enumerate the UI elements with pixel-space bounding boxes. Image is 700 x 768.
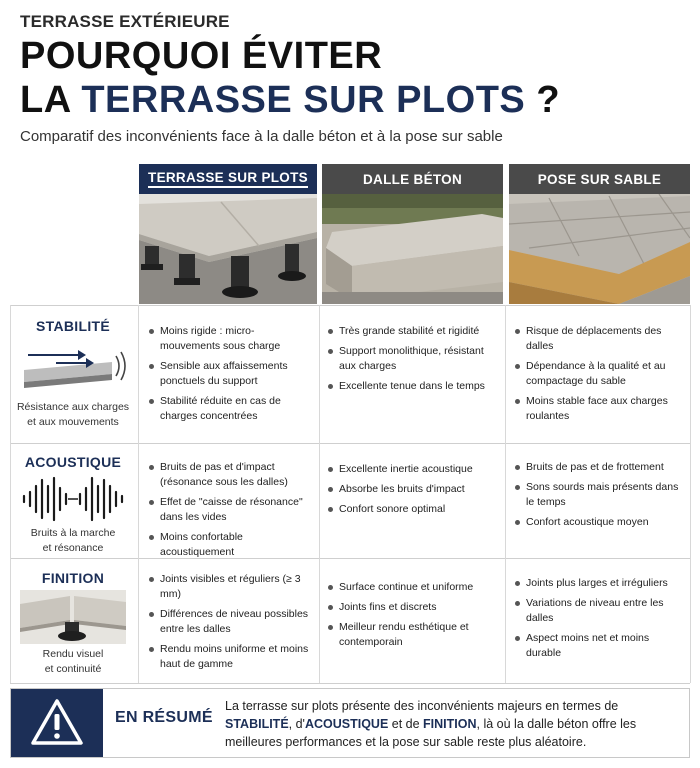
photo-dalle-beton bbox=[322, 194, 503, 304]
column-header-plots-label: TERRASSE SUR PLOTS bbox=[148, 170, 308, 188]
list-item: Confort acoustique moyen bbox=[514, 515, 684, 530]
cell-stabilite-beton bbox=[327, 324, 497, 399]
row-desc-stabilite-2: et aux mouvements bbox=[27, 416, 119, 428]
warning-icon bbox=[31, 698, 83, 746]
row-label-finition bbox=[11, 570, 135, 677]
column-divider bbox=[505, 305, 506, 683]
list-item: Excellente inertie acoustique bbox=[327, 462, 497, 477]
list-item: Confort sonore optimal bbox=[327, 502, 497, 517]
summary-text-part: La terrasse sur plots présente des inconvénients majeurs en termes de bbox=[225, 699, 619, 713]
summary-keyword-acoustique: ACOUSTIQUE bbox=[304, 717, 389, 731]
cell-finition-beton bbox=[327, 580, 497, 655]
list-item: Sensible aux affaissements ponctuels du support bbox=[148, 359, 312, 389]
list-item: Meilleur rendu esthétique et contemporain bbox=[327, 620, 497, 650]
cell-finition-sable bbox=[514, 576, 684, 666]
list-item: Moins stable face aux charges roulantes bbox=[514, 394, 684, 424]
row-desc-stabilite-1: Résistance aux charges bbox=[16, 401, 130, 413]
summary-keyword-finition: FINITION bbox=[423, 717, 477, 731]
row-label-acoustique bbox=[11, 454, 135, 556]
row-desc-finition-2: et continuité bbox=[44, 663, 102, 675]
row-title-finition: FINITION bbox=[41, 570, 105, 586]
paving-joint-icon bbox=[20, 590, 126, 644]
subtitle: Comparatif des inconvénients face à la dalle béton et à la pose sur sable bbox=[20, 128, 503, 145]
summary-text-part: et de bbox=[388, 717, 424, 731]
list-item: Excellente tenue dans le temps bbox=[327, 379, 497, 394]
title-accent: TERRASSE SUR PLOTS bbox=[81, 79, 526, 121]
title-line-1: POURQUOI ÉVITER bbox=[20, 35, 383, 77]
row-divider bbox=[10, 305, 690, 306]
list-item: Très grande stabilité et rigidité bbox=[327, 324, 497, 339]
row-desc-finition-1: Rendu visuel bbox=[42, 648, 104, 660]
summary-box bbox=[10, 688, 690, 758]
list-item: Bruits de pas et de frottement bbox=[514, 460, 684, 475]
column-header-plots bbox=[139, 164, 317, 194]
cell-finition-plots bbox=[148, 572, 312, 677]
summary-text-part: , d' bbox=[288, 717, 305, 731]
list-item: Variations de niveau entre les dalles bbox=[514, 596, 684, 626]
list-item: Bruits de pas et d'impact (résonance sous les dalles) bbox=[148, 460, 312, 490]
summary-text-part: , là où la dalle béton offre les meilleures performances et la pose sur sable reste plus aléatoire. bbox=[225, 717, 637, 749]
title-prefix: LA bbox=[20, 79, 82, 121]
row-desc-acoustique-2: et résonance bbox=[42, 542, 104, 554]
row-desc-acoustique-1: Bruits à la marche bbox=[30, 527, 116, 539]
row-title-stabilite: STABILITÉ bbox=[36, 318, 110, 334]
cell-stabilite-plots bbox=[148, 324, 312, 429]
title-line-2 bbox=[20, 80, 560, 120]
list-item: Absorbe les bruits d'impact bbox=[327, 482, 497, 497]
list-item: Différences de niveau possibles entre les dalles bbox=[148, 607, 312, 637]
list-item: Aspect moins net et moins durable bbox=[514, 631, 684, 661]
summary-label: EN RÉSUMÉ bbox=[115, 709, 213, 726]
column-divider bbox=[138, 305, 139, 683]
sound-wave-icon bbox=[18, 474, 128, 524]
list-item: Joints visibles et réguliers (≥ 3 mm) bbox=[148, 572, 312, 602]
summary-keyword-stabilite: STABILITÉ bbox=[225, 717, 289, 731]
cell-acoustique-plots bbox=[148, 460, 312, 565]
column-header-sable bbox=[509, 164, 690, 194]
list-item: Moins confortable acoustiquement bbox=[148, 530, 312, 560]
photo-pose-sable bbox=[509, 194, 690, 304]
column-divider bbox=[319, 305, 320, 683]
list-item: Effet de "caisse de résonance" dans les vides bbox=[148, 495, 312, 525]
list-item: Moins rigide : micro-mouvements sous charge bbox=[148, 324, 312, 354]
column-header-sable-label: POSE SUR SABLE bbox=[537, 171, 662, 187]
row-title-acoustique: ACOUSTIQUE bbox=[24, 454, 122, 470]
row-divider bbox=[10, 558, 690, 559]
list-item: Risque de déplacements des dalles bbox=[514, 324, 684, 354]
list-item: Rendu moins uniforme et moins haut de gamme bbox=[148, 642, 312, 672]
list-item: Surface continue et uniforme bbox=[327, 580, 497, 595]
list-item: Dépendance à la qualité et au compactage du sable bbox=[514, 359, 684, 389]
title-suffix: ? bbox=[525, 79, 561, 121]
summary-warning-panel bbox=[11, 689, 103, 757]
list-item: Joints plus larges et irréguliers bbox=[514, 576, 684, 591]
list-item: Sons sourds mais présents dans le temps bbox=[514, 480, 684, 510]
list-item: Joints fins et discrets bbox=[327, 600, 497, 615]
cell-stabilite-sable bbox=[514, 324, 684, 429]
list-item: Stabilité réduite en cas de charges concentrées bbox=[148, 394, 312, 424]
stability-icon bbox=[18, 340, 128, 396]
cell-acoustique-beton bbox=[327, 462, 497, 522]
summary-text bbox=[225, 697, 685, 751]
column-divider bbox=[690, 305, 691, 683]
photo-terrasse-plots bbox=[139, 194, 317, 304]
row-label-stabilite bbox=[11, 318, 135, 430]
kicker: TERRASSE EXTÉRIEURE bbox=[20, 12, 230, 31]
list-item: Support monolithique, résistant aux charges bbox=[327, 344, 497, 374]
row-divider bbox=[10, 683, 690, 684]
cell-acoustique-sable bbox=[514, 460, 684, 535]
column-header-beton-label: DALLE BÉTON bbox=[362, 171, 463, 187]
column-header-beton bbox=[322, 164, 503, 194]
row-divider bbox=[10, 443, 690, 444]
